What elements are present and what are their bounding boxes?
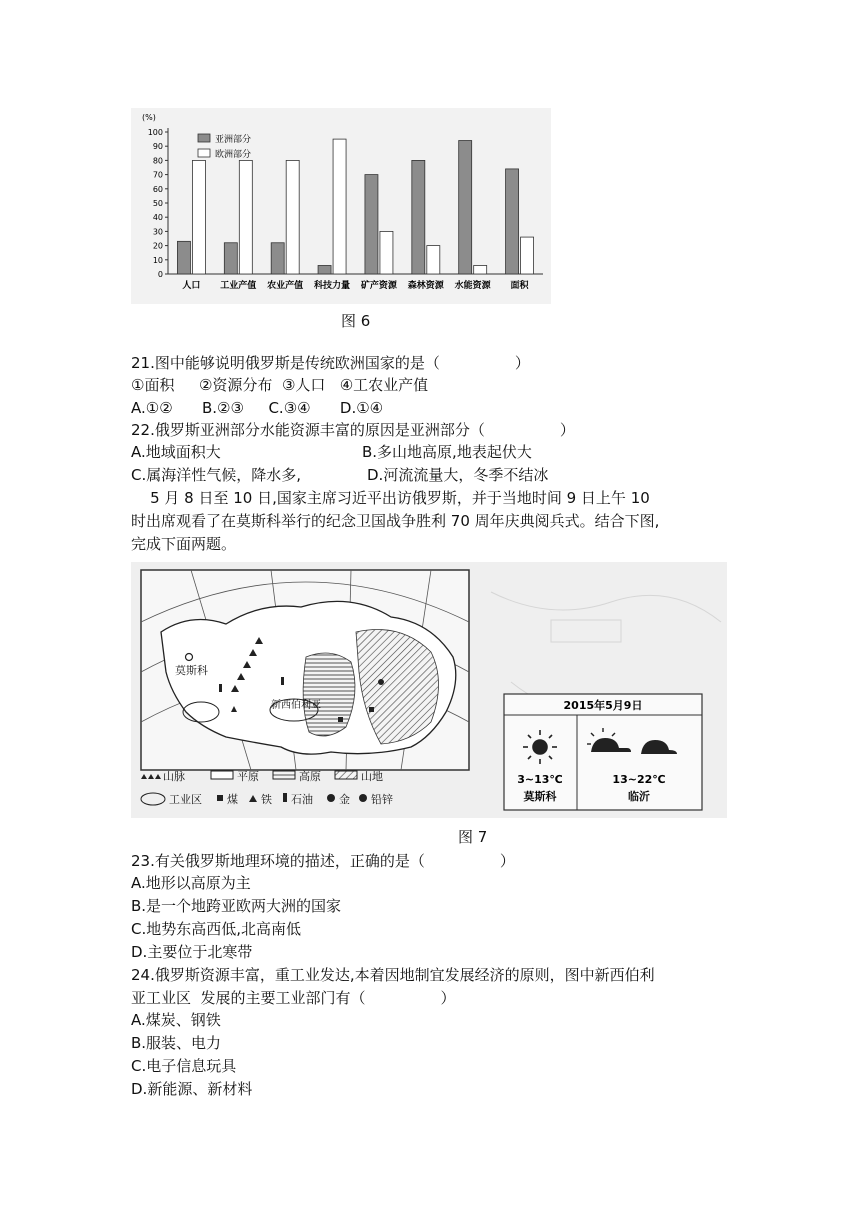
russia-map-svg bbox=[131, 562, 727, 818]
moscow-city: 莫斯科 bbox=[523, 790, 557, 803]
y-tick-label: 70 bbox=[152, 170, 163, 180]
bar-asia bbox=[506, 169, 519, 274]
q21-items: ①面积 ②资源分布 ③人口 ④工农业产值 bbox=[131, 376, 429, 394]
figure7-caption: 图 7 bbox=[458, 828, 488, 846]
passage-line-3: 完成下面两题。 bbox=[131, 535, 237, 553]
legend-label: 欧洲部分 bbox=[215, 150, 252, 160]
legend-plateau: 高原 bbox=[299, 770, 321, 783]
y-tick-label: 40 bbox=[152, 213, 163, 223]
bar-asia bbox=[271, 243, 284, 274]
y-tick-label: 20 bbox=[152, 241, 163, 251]
y-tick-label: 0 bbox=[157, 270, 163, 279]
bar-europe bbox=[192, 160, 205, 274]
figure6-caption: 图 6 bbox=[341, 312, 371, 330]
bar-europe bbox=[427, 246, 440, 274]
legend-lead-zinc: 铅锌 bbox=[371, 793, 393, 806]
y-tick-label: 60 bbox=[152, 184, 163, 194]
bar-asia bbox=[177, 241, 190, 274]
passage-line-2: 时出席观看了在莫斯科举行的纪念卫国战争胜利 70 周年庆典阅兵式。结合下图, bbox=[131, 512, 660, 530]
moscow-temp: 3~13℃ bbox=[517, 773, 563, 786]
bar-europe bbox=[474, 265, 487, 274]
y-tick-label: 90 bbox=[152, 142, 163, 152]
map-label-novosibirsk: 新西伯利亚 bbox=[271, 700, 321, 711]
legend-industrial-zone: 工业区 bbox=[169, 793, 202, 806]
q24-option-d: D.新能源、新材料 bbox=[131, 1080, 253, 1098]
legend-mountain: 山地 bbox=[361, 770, 383, 783]
bar-asia bbox=[412, 160, 425, 274]
legend-plain: 平原 bbox=[237, 770, 259, 783]
bar-asia bbox=[459, 141, 472, 274]
y-tick-label: 10 bbox=[152, 255, 163, 265]
legend-swatch bbox=[198, 149, 210, 157]
x-tick-label: 矿产资源 bbox=[360, 281, 397, 291]
y-tick-label: 80 bbox=[152, 156, 163, 166]
legend-coal: 煤 bbox=[227, 793, 238, 806]
bar-europe bbox=[239, 160, 252, 274]
passage-line-1: 5 月 8 日至 10 日,国家主席习近平出访俄罗斯，并于当地时间 9 日上午 10 bbox=[131, 489, 650, 507]
legend-iron: 铁 bbox=[261, 793, 272, 806]
figure7-map bbox=[131, 562, 727, 818]
q22-option-a: A.地域面积大 bbox=[131, 443, 221, 461]
q21-options: A.①② B.②③ C.③④ D.①④ bbox=[131, 399, 384, 417]
linyi-city: 临沂 bbox=[628, 790, 650, 803]
weather-date: 2015年5月9日 bbox=[563, 699, 643, 712]
q22-option-c: C.属海洋性气候，降水多, bbox=[131, 466, 302, 484]
map-label-moscow: 莫斯科 bbox=[175, 664, 208, 677]
q23-option-b: B.是一个地跨亚欧两大洲的国家 bbox=[131, 897, 342, 915]
bar-asia bbox=[318, 265, 331, 274]
bar-europe bbox=[521, 237, 534, 274]
x-tick-label: 人口 bbox=[182, 281, 201, 291]
x-tick-label: 面积 bbox=[510, 281, 529, 291]
q24-option-c: C.电子信息玩具 bbox=[131, 1057, 237, 1075]
q23-option-a: A.地形以高原为主 bbox=[131, 874, 251, 892]
legend-oil: 石油 bbox=[291, 793, 313, 806]
bar-chart-svg bbox=[131, 108, 551, 304]
q23-option-d: D.主要位于北寒带 bbox=[131, 943, 253, 961]
legend-swatch bbox=[198, 134, 210, 142]
figure6-chart bbox=[131, 108, 551, 304]
x-tick-label: 科技力量 bbox=[314, 281, 351, 291]
q22-stem: 22.俄罗斯亚洲部分水能资源丰富的原因是亚洲部分（ ） bbox=[131, 421, 575, 439]
q24-option-b: B.服装、电力 bbox=[131, 1034, 222, 1052]
q22-option-b: B.多山地高原,地表起伏大 bbox=[362, 443, 532, 461]
y-tick-label: 100 bbox=[147, 128, 163, 137]
x-tick-label: 森林资源 bbox=[407, 281, 444, 291]
q23-option-c: C.地势东高西低,北高南低 bbox=[131, 920, 302, 938]
x-tick-label: 工业产值 bbox=[220, 281, 257, 291]
q22-option-d: D.河流流量大，冬季不结冰 bbox=[367, 466, 549, 484]
x-tick-label: 水能资源 bbox=[454, 281, 491, 291]
legend-gold: 金 bbox=[339, 793, 350, 806]
legend-label: 亚洲部分 bbox=[215, 135, 252, 145]
bar-europe bbox=[333, 139, 346, 274]
bar-europe bbox=[286, 160, 299, 274]
q24-stem-line-2: 亚工业区 发展的主要工业部门有（ ） bbox=[131, 989, 456, 1007]
q21-stem: 21.图中能够说明俄罗斯是传统欧洲国家的是（ ） bbox=[131, 354, 530, 372]
y-tick-label: 30 bbox=[152, 227, 163, 237]
q23-stem: 23.有关俄罗斯地理环境的描述，正确的是（ ） bbox=[131, 852, 515, 870]
q24-stem-line-1: 24.俄罗斯资源丰富，重工业发达,本着因地制宜发展经济的原则，图中新西伯利 bbox=[131, 966, 655, 984]
q24-option-a: A.煤炭、钢铁 bbox=[131, 1011, 221, 1029]
bar-asia bbox=[365, 175, 378, 274]
bar-europe bbox=[380, 231, 393, 274]
bar-asia bbox=[224, 243, 237, 274]
y-tick-label: 50 bbox=[152, 199, 163, 208]
linyi-temp: 13~22℃ bbox=[612, 773, 666, 786]
y-unit-label: (%) bbox=[142, 113, 156, 122]
x-tick-label: 农业产值 bbox=[267, 281, 304, 291]
legend-mountain-range: 山脉 bbox=[163, 770, 185, 783]
